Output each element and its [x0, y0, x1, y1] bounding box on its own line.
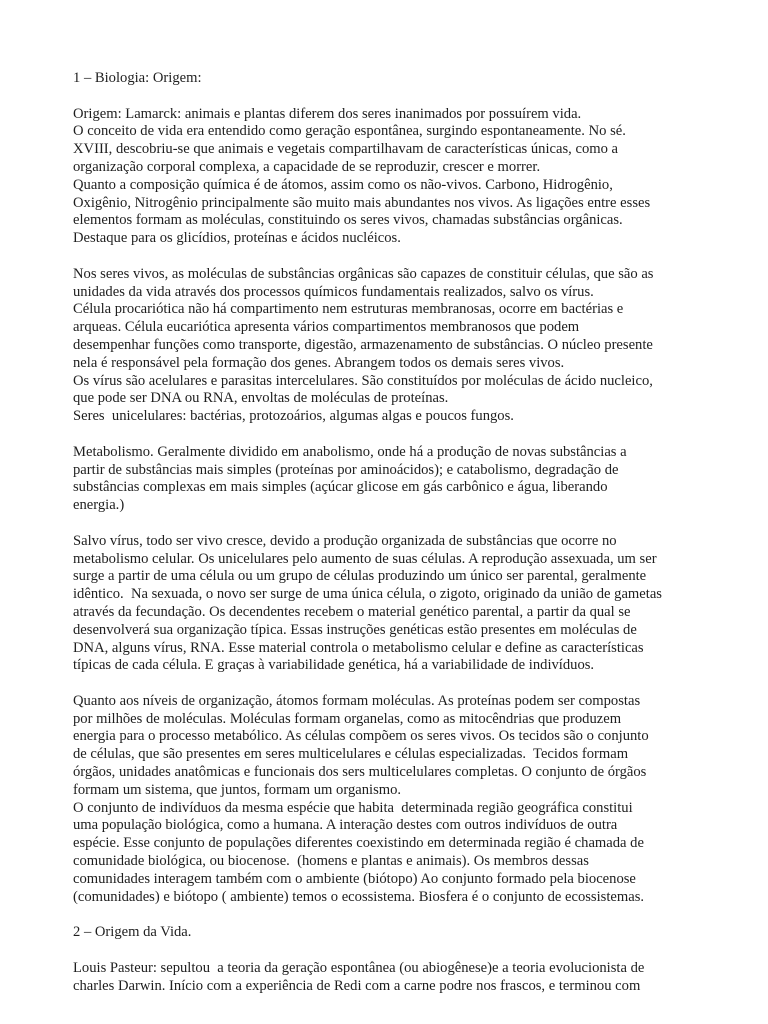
- paragraph: [73, 693, 753, 907]
- text-line: através da fecundação. Os decendentes recebem o material genético parental, a partir da qual se: [73, 603, 631, 620]
- text-line: uma população biológica, como a humana. A interação destes com outros indivíduos de outra: [73, 817, 618, 834]
- paragraph: [73, 444, 753, 515]
- paragraph-gap: [73, 426, 753, 444]
- text-line: organização corporal complexa, a capacidade de se reproduzir, crescer e morrer.: [73, 158, 541, 175]
- text-line: Salvo vírus, todo ser vivo cresce, devido a produção organizada de substâncias que ocorre no: [73, 532, 617, 549]
- text-line: DNA, alguns vírus, RNA. Esse material controla o metabolismo celular e define as características: [73, 639, 644, 656]
- paragraph: [73, 106, 753, 248]
- text-line: de células, que são presentes em seres multicelulares e células especializadas. Tecidos formam: [73, 746, 629, 763]
- paragraph-gap: [73, 515, 753, 533]
- text-line: energia.): [73, 497, 125, 514]
- text-line: espécie. Esse conjunto de populações diferentes coexistindo em determinada região é chamada de: [73, 835, 644, 852]
- text-line: órgãos, unidades anatômicas e funcionais dos sers multicelulares completas. O conjunto de órgãos: [73, 764, 647, 781]
- text-line: Os vírus são acelulares e parasitas intercelulares. São constituídos por moléculas de ácido nucleico,: [73, 372, 653, 389]
- text-line: Quanto a composição química é de átomos, assim como os não-vivos. Carbono, Hidrogênio,: [73, 176, 613, 193]
- text-line: desempenhar funções como transporte, digestão, armazenamento de substâncias. O núcleo presente: [73, 336, 653, 353]
- text-line: 1 – Biologia: Origem:: [73, 70, 202, 86]
- text-line: energia para o processo metabólico. As células compõem os seres vivos. Os tecidos são o conjunto: [73, 728, 649, 745]
- paragraph: [73, 533, 753, 675]
- text-line: idêntico. Na sexuada, o novo ser surge de uma única célula, o zigoto, originado da união de gametas: [73, 586, 662, 603]
- text-line: charles Darwin. Início com a experiência de Redi com a carne podre nos frascos, e terminou com: [73, 977, 641, 994]
- paragraph: [73, 266, 753, 426]
- text-line: por milhões de moléculas. Moléculas formam organelas, como as mitocêndrias que produzem: [73, 710, 622, 727]
- text-line: típicas de cada célula. E graças à variabilidade genética, há a variabilidade de indivíduos.: [73, 657, 595, 674]
- text-line: substâncias complexas em mais simples (açúcar glicose em gás carbônico e água, liberando: [73, 479, 608, 496]
- text-line: nela é responsável pela formação dos genes. Abrangem todos os demais seres vivos.: [73, 354, 565, 371]
- text-line: Nos seres vivos, as moléculas de substâncias orgânicas são capazes de constituir células, que são as: [73, 265, 654, 282]
- text-line: comunidades interagem também com o ambiente (biótopo) Ao conjunto formado pela biocenose: [73, 870, 636, 887]
- text-line: Quanto aos níveis de organização, átomos formam moléculas. As proteínas podem ser compostas: [73, 692, 641, 709]
- text-line: Célula procariótica não há compartimento nem estruturas membranosas, ocorre em bactérias e: [73, 301, 624, 318]
- text-line: O conceito de vida era entendido como geração espontânea, surgindo espontaneamente. No sé.: [73, 123, 626, 140]
- text-line: (comunidades) e biótopo ( ambiente) temos o ecossistema. Biosfera é o conjunto de ecossistemas.: [73, 888, 645, 905]
- text-line: que pode ser DNA ou RNA, envoltas de moléculas de proteínas.: [73, 390, 449, 407]
- text-line: elementos formam as moléculas, constituindo os seres vivos, chamadas substâncias orgânicas.: [73, 212, 623, 229]
- paragraph-gap: [73, 906, 753, 924]
- text-line: Origem: Lamarck: animais e plantas diferem dos seres inanimados por possuírem vida.: [73, 105, 582, 122]
- paragraph-gap: [73, 675, 753, 693]
- paragraph: [73, 960, 753, 996]
- text-line: Destaque para os glicídios, proteínas e ácidos nucléicos.: [73, 230, 401, 247]
- paragraph-gap: [73, 88, 753, 106]
- text-line: Seres unicelulares: bactérias, protozoários, algumas algas e poucos fungos.: [73, 408, 514, 425]
- text-line: O conjunto de indivíduos da mesma espécie que habita determinada região geográfica constitui: [73, 799, 633, 816]
- paragraph: [73, 70, 753, 88]
- text-line: desenvolverá sua organização típica. Essas instruções genéticas estão presentes em moléculas de: [73, 621, 637, 638]
- text-line: 2 – Origem da Vida.: [73, 924, 192, 941]
- document-page: [73, 70, 753, 995]
- text-line: comunidade biológica, ou biocenose. (homens e plantas e animais). Os membros dessas: [73, 853, 589, 870]
- paragraph-gap: [73, 942, 753, 960]
- text-line: formam um sistema, que juntos, formam um organismo.: [73, 781, 402, 798]
- text-line: Oxigênio, Nitrogênio principalmente são muito mais abundantes nos vivos. As ligações entre esses: [73, 194, 651, 211]
- text-line: Metabolismo. Geralmente dividido em anabolismo, onde há a produção de novas substâncias a: [73, 443, 627, 460]
- text-line: Louis Pasteur: sepultou a teoria da geração espontânea (ou abiogênese)e a teoria evolucionista de: [73, 959, 645, 976]
- text-line: partir de substâncias mais simples (proteínas por aminoácidos); e catabolismo, degradação de: [73, 461, 619, 478]
- text-line: surge a partir de uma célula ou um grupo de células produzindo um único ser parental, geralmente: [73, 568, 647, 585]
- text-line: XVIII, descobriu-se que animais e vegetais compartilhavam de características únicas, como a: [73, 141, 619, 158]
- paragraph-gap: [73, 248, 753, 266]
- paragraph: [73, 924, 753, 942]
- text-line: unidades da vida através dos processos químicos fundamentais realizados, salvo os vírus.: [73, 283, 594, 300]
- text-line: metabolismo celular. Os unicelulares pelo aumento de suas células. A reprodução assexuada, um ser: [73, 550, 657, 567]
- text-line: arqueas. Célula eucariótica apresenta vários compartimentos membranosos que podem: [73, 319, 580, 336]
